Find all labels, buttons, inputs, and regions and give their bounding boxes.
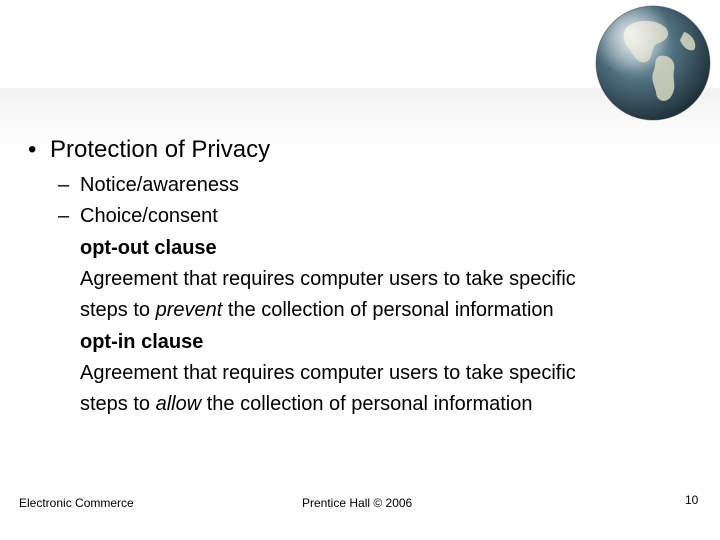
sub-item-label: Choice/consent — [80, 205, 218, 227]
optin-definition-line2 — [80, 389, 533, 420]
bullet-protection-of-privacy — [28, 134, 270, 166]
dash-symbol: – — [58, 205, 70, 227]
earth-globe-icon — [594, 4, 712, 122]
sub-item-choice — [58, 201, 218, 232]
heading-text: Protection of Privacy — [50, 136, 271, 163]
slide-number: 10 — [685, 493, 699, 507]
bullet-symbol: • — [28, 136, 37, 163]
optout-definition-line1: Agreement that requires computer users to take specific — [80, 268, 576, 290]
optin-definition-line1: Agreement that requires computer users to take specific — [80, 362, 576, 384]
optout-definition-line2 — [80, 295, 554, 326]
text-segment: steps to — [80, 393, 156, 415]
footer-left: Electronic Commerce — [19, 496, 134, 510]
sub-item-notice — [58, 170, 239, 201]
sub-item-label: Notice/awareness — [80, 174, 239, 196]
footer-center: Prentice Hall © 2006 — [302, 496, 413, 510]
text-segment: the collection of personal information — [201, 393, 533, 415]
text-segment: steps to — [80, 299, 156, 321]
optout-title: opt-out clause — [80, 237, 217, 259]
text-segment: the collection of personal information — [222, 299, 554, 321]
emphasis-allow: allow — [155, 393, 202, 415]
emphasis-prevent: prevent — [155, 299, 223, 321]
dash-symbol: – — [58, 174, 70, 196]
optin-title: opt-in clause — [80, 331, 204, 353]
